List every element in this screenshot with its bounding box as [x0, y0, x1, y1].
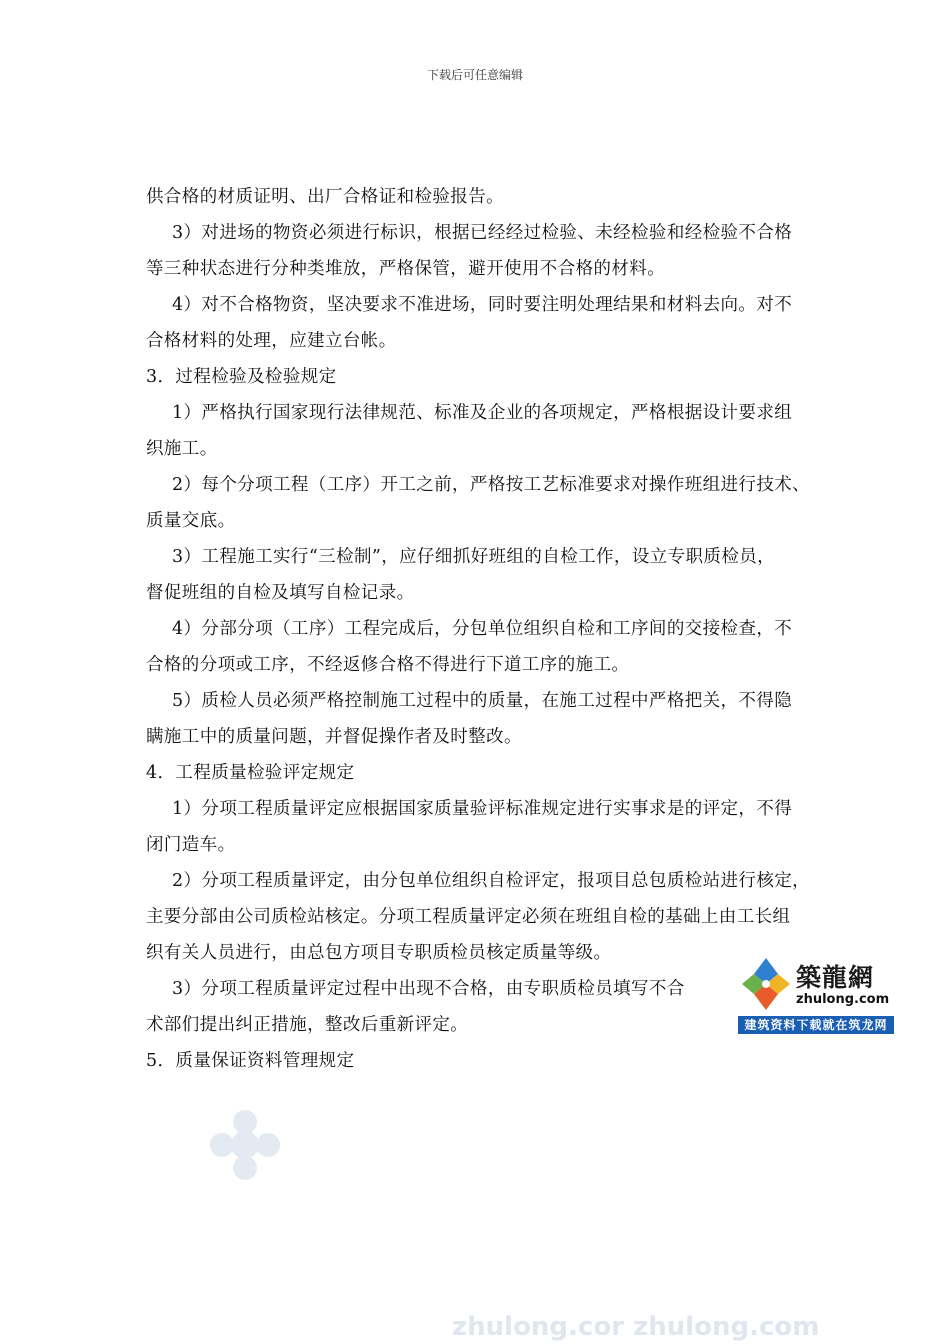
text-line: 2）每个分项工程（工序）开工之前，严格按工艺标准要求对操作班组进行技术、 — [172, 475, 811, 495]
text-line: 术部们提出纠正措施，整改后重新评定。 — [146, 1015, 469, 1035]
text-line: 4）对不合格物资，坚决要求不准进场，同时要注明处理结果和材料去向。对不 — [172, 295, 793, 315]
text-line: 3．过程检验及检验规定 — [146, 367, 337, 387]
text-line: 5．质量保证资料管理规定 — [146, 1051, 355, 1071]
text-line: 1）分项工程质量评定应根据国家质量验评标准规定进行实事求是的评定，不得 — [172, 799, 793, 819]
text-line: 等三种状态进行分种类堆放，严格保管，避开使用不合格的材料。 — [146, 259, 666, 279]
text-line: 2）分项工程质量评定，由分包单位组织自检评定，报项目总包质检站进行核定， — [172, 871, 811, 891]
text-line: 4）分部分项（工序）工程完成后，分包单位组织自检和工序间的交接检查，不 — [172, 619, 793, 639]
text-line: 督促班组的自检及填写自检记录。 — [146, 583, 415, 603]
text-line: 1）严格执行国家现行法律规范、标准及企业的各项规定，严格根据设计要求组 — [172, 403, 793, 423]
text-line: 合格的分项或工序，不经返修合格不得进行下道工序的施工。 — [146, 655, 630, 675]
logo-name: 築龍網 — [796, 963, 875, 992]
logo-banner: 建筑资料下载就在筑龙网 — [738, 1016, 894, 1034]
text-line: 织施工。 — [146, 439, 218, 459]
logo-url: zhulong.com — [796, 992, 890, 1007]
text-line: 织有关人员进行，由总包方项目专职质检员核定质量等级。 — [146, 943, 612, 963]
text-line: 4．工程质量检验评定规定 — [146, 763, 355, 783]
text-line: 3）工程施工实行“三检制”，应仔细抓好班组的自检工作，设立专职质检员， — [172, 547, 776, 567]
text-line: 5）质检人员必须严格控制施工过程中的质量，在施工过程中严格把关，不得隐 — [172, 691, 793, 711]
watermark-text: zhulong.cor zhulong.com — [452, 1312, 820, 1342]
text-line: 瞒施工中的质量问题，并督促操作者及时整改。 — [146, 727, 522, 747]
flower-watermark-icon — [208, 1108, 282, 1182]
text-line: 主要分部由公司质检站核定。分项工程质量评定必须在班组自检的基础上由工长组 — [146, 907, 791, 927]
text-line: 供合格的材质证明、出厂合格证和检验报告。 — [146, 187, 504, 207]
zhulong-logo-icon — [740, 956, 792, 1012]
text-line: 闭门造车。 — [146, 835, 236, 855]
text-line: 3）对进场的物资必须进行标识，根据已经经过检验、未经检验和经检验不合格 — [172, 223, 793, 243]
text-line: 质量交底。 — [146, 511, 236, 531]
zhulong-logo — [738, 954, 894, 1034]
text-line: 合格材料的处理，应建立台帐。 — [146, 331, 397, 351]
text-line: 3）分项工程质量评定过程中出现不合格，由专职质检员填写不合 — [172, 979, 685, 999]
page-header: 下载后可任意编辑 — [426, 68, 523, 82]
